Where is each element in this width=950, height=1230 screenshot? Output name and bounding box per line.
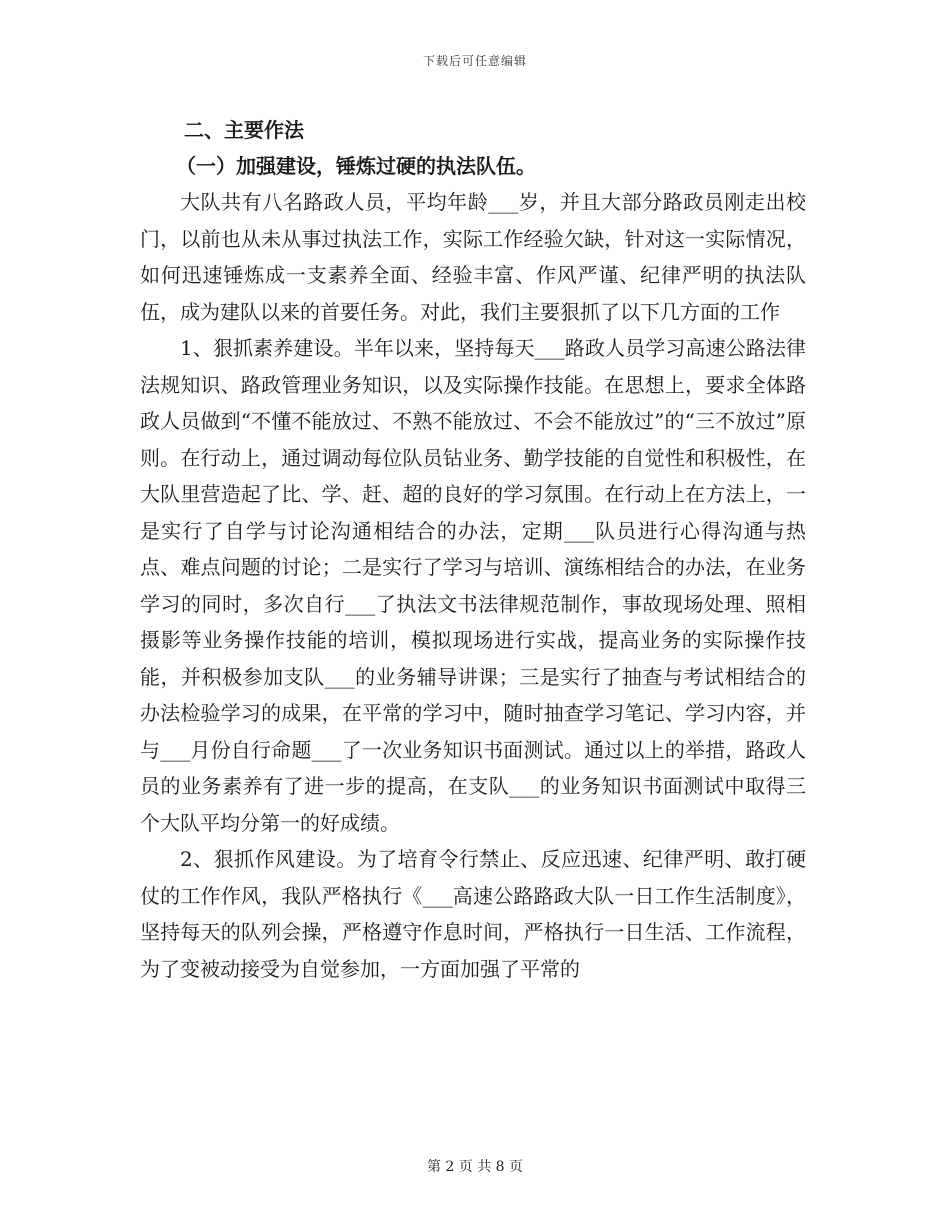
- subsection-heading: （一）加强建设，锤炼过硬的执法队伍。: [176, 154, 536, 178]
- document-body: [140, 112, 806, 987]
- page-header-note: 下载后可任意编辑: [422, 54, 527, 68]
- paragraph-style-building: 2、狠抓作风建设。为了培育令行禁止、反应迅速、纪律严明、敢打硬仗的工作作风，我队严格执行《___高速公路路政大队一日工作生活制度》，坚持每天的队列会操，严格遵守作息时间，严格执行一日生活、工作流程，为了变被动接受为自觉参加，一方面加强了平常的: [140, 847, 806, 981]
- paragraph-quality-building: 1、狠抓素养建设。半年以来，坚持每天___路政人员学习高速公路法律法规知识、路政管理业务知识，以及实际操作技能。在思想上，要求全体路政人员做到“不懂不能放过、不熟不能放过、不会不能放过”的“三不放过”原则。在行动上，通过调动每位队员钻业务、勤学技能的自觉性和积极性，在大队里营造起了比、学、赶、超的良好的学习氛围。在行动上在方法上，一是实行了自学与讨论沟通相结合的办法，定期___队员进行心得沟通与热点、难点问题的讨论；二是实行了学习与培训、演练相结合的办法，在业务学习的同时，多次自行___了执法文书法律规范制作，事故现场处理、照相摄影等业务操作技能的培训，模拟现场进行实战，提高业务的实际操作技能，并积极参加支队___的业务辅导讲课；三是实行了抽查与考试相结合的办法检验学习的成果，在平常的学习中，随时抽查学习笔记、学习内容，并与___月份自行命题___了一次业务知识书面测试。通过以上的举措，路政人员的业务素养有了进一步的提高，在支队___的业务知识书面测试中取得三个大队平均分第一的好成绩。: [140, 336, 806, 835]
- section-heading: 二、主要作法: [184, 118, 304, 142]
- paragraph-intro: 大队共有八名路政人员，平均年龄___岁，并且大部分路政员刚走出校门，以前也从未从事过执法工作，实际工作经验欠缺，针对这一实际情况，如何迅速锤炼成一支素养全面、经验丰富、作风严谨、纪律严明的执法队伍，成为建队以来的首要任务。对此，我们主要狠抓了以下几方面的工作: [140, 190, 806, 324]
- page-number: 第 2 页 共 8 页: [426, 1159, 524, 1175]
